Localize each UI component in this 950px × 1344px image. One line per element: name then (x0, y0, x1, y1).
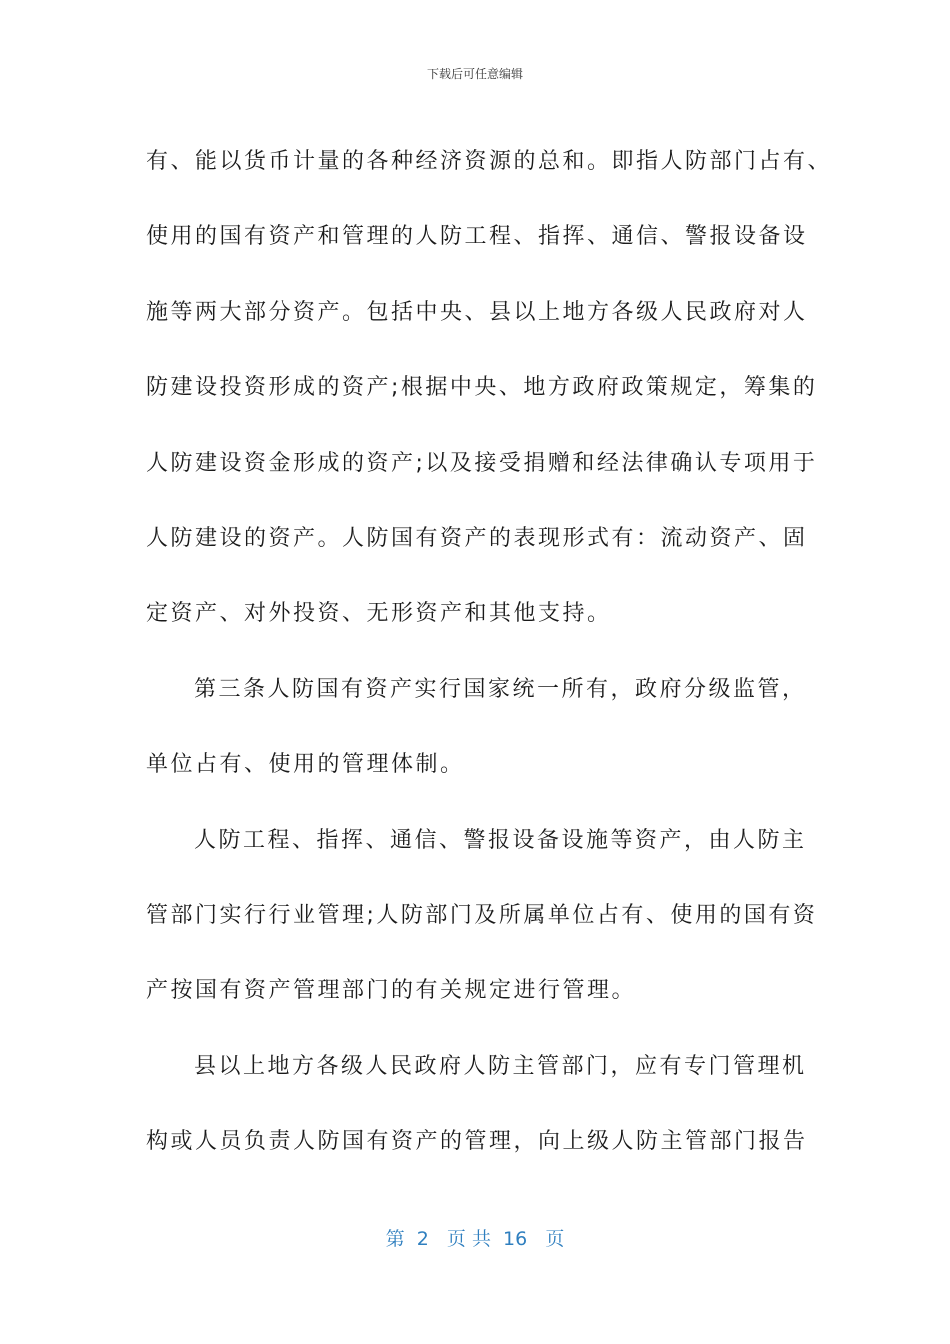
page-header-note: 下载后可任意编辑 (426, 67, 523, 81)
body-line-1: 有、能以货币计量的各种经济资源的总和。即指人防部门占有、 (146, 149, 833, 174)
body-line-13: 县以上地方各级人民政府人防主管部门，应有专门管理机 (194, 1053, 807, 1079)
body-line-12: 产按国有资产管理部门的有关规定进行管理。 (146, 978, 637, 1004)
body-line-6: 人防建设的资产。人防国有资产的表现形式有：流动资产、固 (146, 525, 808, 551)
page-number-footer: 第 2 页 共 16 页 (385, 1228, 565, 1250)
body-line-11: 管部门实行行业管理;人防部门及所属单位占有、使用的国有资 (146, 902, 818, 928)
body-line-3: 施等两大部分资产。包括中央、县以上地方各级人民政府对人 (146, 299, 808, 325)
body-line-10: 人防工程、指挥、通信、警报设备设施等资产，由人防主 (194, 827, 807, 853)
body-line-4: 防建设投资形成的资产;根据中央、地方政府政策规定，筹集的 (146, 375, 818, 401)
document-body (146, 124, 833, 1179)
body-line-5: 人防建设资金形成的资产;以及接受捐赠和经法律确认专项用于 (146, 450, 818, 476)
body-line-2: 使用的国有资产和管理的人防工程、指挥、通信、警报设备设 (146, 224, 808, 250)
body-line-7: 定资产、对外投资、无形资产和其他支持。 (146, 601, 612, 627)
body-line-14: 构或人员负责人防国有资产的管理，向上级人防主管部门报告 (146, 1129, 808, 1155)
body-line-8: 第三条人防国有资产实行国家统一所有，政府分级监管， (194, 676, 807, 702)
body-line-9: 单位占有、使用的管理体制。 (146, 752, 465, 778)
